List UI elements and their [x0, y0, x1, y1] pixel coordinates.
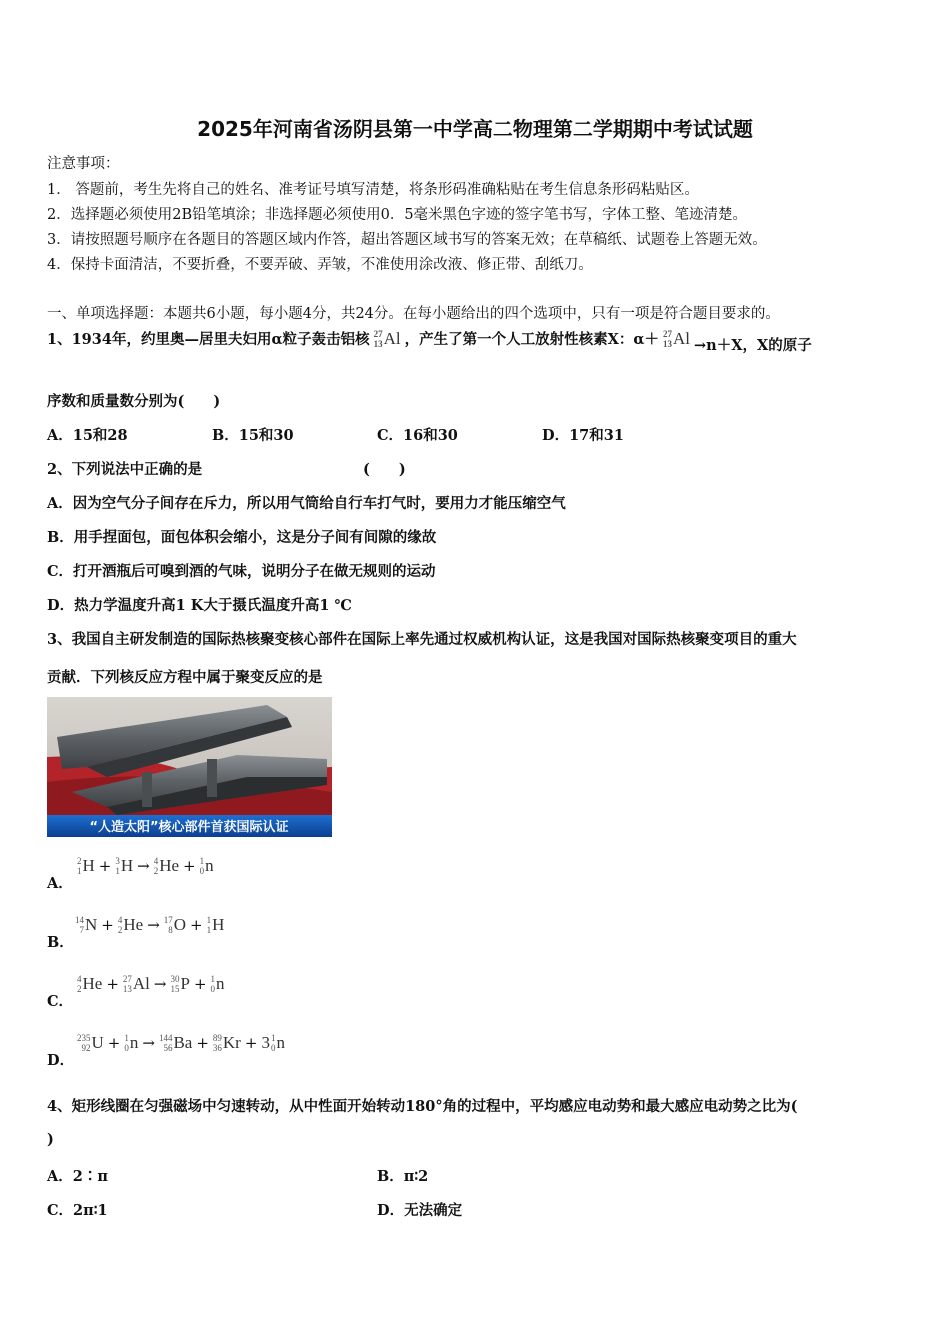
arrow-icon: → [153, 975, 167, 993]
nuclide-he4-atomic: 2 [77, 984, 82, 994]
nuclide-neutron-symbol: n [205, 856, 214, 875]
nuclide-al27-mass: 27 [122, 974, 132, 984]
question-1-stem [47, 328, 812, 354]
q1-text-part2: ，产生了第一个人工放射性核素X：α＋ [404, 331, 660, 348]
q1-option-a: A．15和28 [47, 427, 128, 444]
q3-option-d-label: D． [47, 1052, 75, 1069]
nuclide-h2-symbol: H [82, 856, 95, 875]
nuclide-he4-mass: 4 [117, 915, 123, 925]
q1-option-c: C．16和30 [377, 427, 458, 444]
plus-sign: + [107, 1034, 121, 1052]
nuclide-n14-atomic: 7 [79, 925, 84, 935]
note-item-4: 4．保持卡面清洁，不要折叠，不要弄破、弄皱，不准使用涂改液、修正带、刮纸刀。 [47, 257, 593, 273]
nuclide-neutron [124, 1033, 138, 1053]
question-2-paren: ( ) [363, 461, 406, 478]
nuclide-o17-mass: 17 [163, 915, 173, 925]
nuclide-neutron-mass: 1 [199, 856, 205, 866]
nuclide-he4-symbol: He [82, 974, 103, 993]
plus-sign: + [98, 857, 112, 875]
question-4-stem-line1: 4、矩形线圈在匀强磁场中匀速转动，从中性面开始转动180°角的过程中，平均感应电动势和最大感应电动势之比为( [47, 1098, 798, 1115]
plus-sign: + [106, 975, 119, 993]
plus-sign: + [244, 1034, 258, 1052]
nuclide-neutron [211, 974, 225, 994]
nuclide-neutron-atomic: 0 [124, 1043, 129, 1053]
nuclide-kr89 [213, 1033, 241, 1053]
q3-option-b-equation [75, 915, 224, 935]
plus-sign: + [193, 975, 207, 993]
fusion-component-photo [47, 697, 332, 837]
nuclide-ba144-atomic: 56 [163, 1043, 173, 1053]
nuclide-neutron-symbol: n [216, 974, 225, 993]
photo-caption: “人造太阳”核心部件首获国际认证 [89, 820, 289, 835]
nuclide-ba144 [159, 1033, 192, 1053]
nuclide-p30 [170, 974, 189, 994]
nuclide-neutron-mass: 1 [270, 1033, 276, 1043]
nuclide-u235-mass: 235 [77, 1033, 91, 1043]
nuclide-al27-atomic: 13 [122, 984, 132, 994]
arrow-icon: → [137, 857, 150, 875]
nuclide-neutron-atomic: 0 [199, 866, 205, 876]
nuclide-h3 [115, 856, 133, 876]
nuclide-h1 [207, 915, 225, 935]
nuclide-u235-atomic: 92 [81, 1043, 91, 1053]
nuclide-h1-symbol: H [212, 915, 225, 934]
note-item-1: 1． 答题前，考生先将自己的姓名、准考证号填写清楚，将条形码准确粘贴在考生信息条形码粘贴区。 [47, 182, 699, 198]
nuclide-kr89-mass: 89 [212, 1033, 222, 1043]
arrow-icon: → [142, 1034, 155, 1052]
q3-option-a-label: A． [47, 875, 73, 892]
q3-option-c-equation [77, 974, 225, 994]
aluminum-nuclide-2 [663, 329, 690, 349]
q2-option-c: C．打开酒瓶后可嗅到酒的气味，说明分子在做无规则的运动 [47, 563, 436, 580]
nuclide-n14-symbol: N [85, 915, 98, 934]
nuclide-he4 [118, 915, 143, 935]
al-atomic-number-2: 13 [663, 338, 673, 349]
note-item-3: 3．请按照题号顺序在各题目的答题区域内作答，超出答题区域书写的答案无效；在草稿纸、试题卷上答题无效。 [47, 232, 767, 248]
q2-option-b: B．用手捏面包，面包体积会缩小，这是分子间有间隙的缘故 [47, 529, 437, 546]
nuclide-h1-atomic: 1 [206, 925, 212, 935]
nuclide-he4-atomic: 2 [117, 925, 123, 935]
question-3-stem-line1: 3、我国自主研发制造的国际热核聚变核心部件在国际上率先通过权威机构认证，这是我国对国际热核聚变项目的重大 [47, 631, 797, 648]
nuclide-h1-mass: 1 [206, 915, 212, 925]
nuclide-p30-atomic: 15 [170, 984, 180, 994]
nuclide-kr89-symbol: Kr [222, 1033, 241, 1052]
nuclide-he4-atomic: 2 [153, 866, 159, 876]
nuclide-n14-mass: 14 [75, 915, 84, 925]
nuclide-neutron-triple [261, 1033, 285, 1053]
al-symbol: Al [383, 328, 401, 348]
q1-option-d: D．17和31 [542, 427, 624, 444]
q3-option-c-label: C． [47, 993, 74, 1010]
al-mass-number: 27 [373, 328, 383, 339]
plus-sign: + [183, 857, 196, 875]
nuclide-o17-symbol: O [173, 915, 187, 934]
nuclide-he4 [154, 856, 179, 876]
question-4-stem-line2: ) [47, 1131, 54, 1148]
question-1-stem-line2: 序数和质量数分别为( ) [47, 393, 221, 410]
nuclide-h2-atomic: 1 [77, 866, 82, 876]
al-symbol-2: Al [673, 328, 691, 348]
q4-option-c: C．2π∶1 [47, 1202, 108, 1219]
nuclide-neutron-atomic: 0 [270, 1043, 276, 1053]
fusion-component-image [47, 697, 332, 837]
q3-option-d-equation [77, 1033, 285, 1053]
nuclide-kr89-atomic: 36 [212, 1043, 222, 1053]
nuclide-u235 [77, 1033, 104, 1053]
plus-sign: + [101, 916, 114, 934]
question-2-stem: 2、下列说法中正确的是 [47, 461, 203, 478]
nuclide-h3-atomic: 1 [115, 866, 120, 876]
nuclide-neutron [200, 856, 214, 876]
nuclide-h3-mass: 3 [115, 856, 120, 866]
al-mass-number-2: 27 [663, 328, 673, 339]
q4-option-a: A．2∶π [47, 1168, 108, 1185]
notes-heading: 注意事项： [47, 156, 120, 172]
nuclide-he4-symbol: He [159, 856, 180, 875]
nuclide-neutron-mass: 1 [124, 1033, 129, 1043]
nuclide-he4 [77, 974, 102, 994]
neutron-coefficient: 3 [261, 1033, 270, 1052]
arrow-icon: → [147, 916, 160, 934]
question-3-stem-line2: 贡献．下列核反应方程中属于聚变反应的是 [47, 669, 323, 686]
q1-text-part1: 1、1934年，约里奥—居里夫妇用α粒子轰击铝核 [47, 331, 370, 348]
nuclide-u235-symbol: U [91, 1033, 104, 1052]
nuclide-o17 [164, 915, 186, 935]
q1-option-b: B．15和30 [212, 427, 294, 444]
note-item-2: 2．选择题必须使用2B铅笔填涂；非选择题必须使用0．5毫米黑色字迹的签字笔书写，字体工整、笔迹清楚。 [47, 207, 748, 223]
nuclide-h2-mass: 2 [77, 856, 82, 866]
nuclide-neutron-symbol: n [276, 1033, 285, 1052]
plus-sign: + [196, 1034, 209, 1052]
q3-option-a-equation [77, 856, 214, 876]
nuclide-neutron-mass: 1 [210, 974, 216, 984]
nuclide-he4-mass: 4 [153, 856, 159, 866]
nuclide-p30-mass: 30 [170, 974, 180, 984]
page-title: 2025年河南省汤阴县第一中学高二物理第二学期期中考试试题 [197, 117, 753, 141]
nuclide-al27-symbol: Al [132, 974, 150, 993]
q3-option-b-label: B． [47, 934, 74, 951]
nuclide-he4-symbol: He [123, 915, 144, 934]
nuclide-h2 [77, 856, 95, 876]
nuclide-ba144-symbol: Ba [173, 1033, 193, 1052]
q4-option-d: D．无法确定 [377, 1202, 463, 1219]
nuclide-al27 [123, 974, 150, 994]
q1-text-part3: →n＋X，X的原子 [694, 337, 812, 354]
nuclide-n14 [75, 915, 97, 935]
nuclide-p30-symbol: P [180, 974, 190, 993]
q2-option-d: D．热力学温度升高1 K大于摄氏温度升高1 ℃ [47, 597, 352, 614]
al-atomic-number: 13 [373, 338, 383, 349]
nuclide-h3-symbol: H [120, 856, 134, 875]
nuclide-ba144-mass: 144 [158, 1033, 173, 1043]
nuclide-neutron-symbol: n [129, 1033, 139, 1052]
plus-sign: + [190, 916, 203, 934]
nuclide-o17-atomic: 8 [168, 925, 173, 935]
nuclide-neutron-atomic: 0 [210, 984, 216, 994]
section-heading: 一、单项选择题：本题共6小题，每小题4分，共24分。在每小题给出的四个选项中，只有一项是符合题目要求的。 [47, 306, 780, 322]
q4-option-b: B．π∶2 [377, 1168, 429, 1185]
nuclide-he4-mass: 4 [77, 974, 82, 984]
q2-option-a: A．因为空气分子间存在斥力，所以用气筒给自行车打气时，要用力才能压缩空气 [47, 495, 566, 512]
aluminum-nuclide [374, 329, 401, 349]
